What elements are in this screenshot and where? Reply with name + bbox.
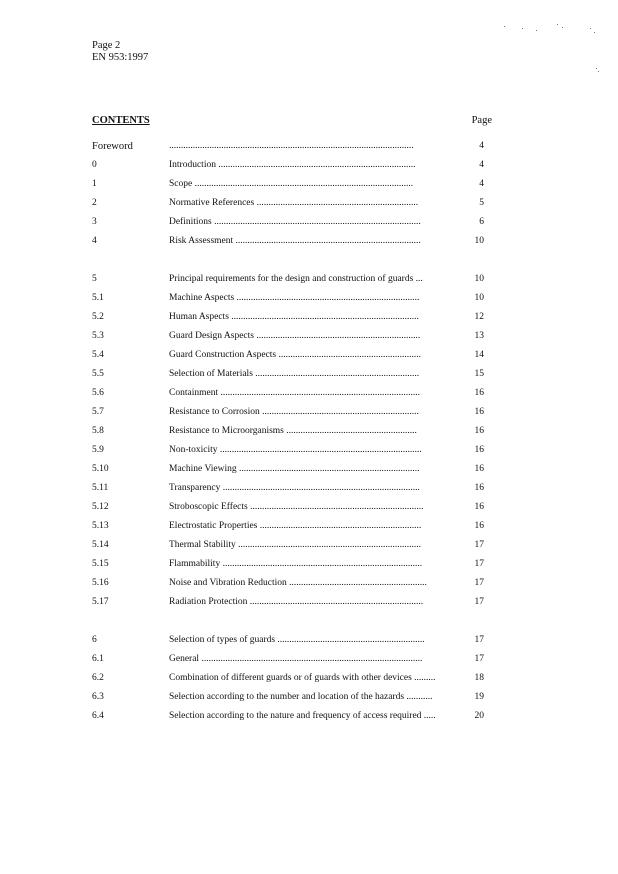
section-page: 4 — [479, 179, 484, 189]
standard-reference: EN 953:1997 — [92, 52, 149, 63]
section-page: 16 — [474, 407, 484, 417]
page-header — [92, 40, 148, 64]
toc-row — [92, 593, 492, 612]
section-number: 6.1 — [92, 654, 104, 664]
toc-row — [92, 498, 492, 517]
section-page: 16 — [474, 502, 484, 512]
scan-noise — [494, 18, 604, 78]
toc-row — [92, 688, 492, 707]
toc-row — [92, 137, 492, 156]
section-title: Scope ............................................................................................ — [169, 179, 414, 189]
section-page: 5 — [479, 198, 484, 208]
section-title: Human Aspects ............................................................................... — [169, 312, 419, 322]
section-number: 5.9 — [92, 445, 104, 455]
toc-row — [92, 384, 492, 403]
toc-row — [92, 327, 492, 346]
section-number: 5.17 — [92, 597, 109, 607]
section-page: 16 — [474, 464, 484, 474]
section-title: Combination of different guards or of guards with other devices ......... — [169, 673, 436, 683]
section-page: 19 — [474, 692, 484, 702]
section-page: 16 — [474, 521, 484, 531]
toc-row — [92, 517, 492, 536]
section-title: Selection according to the number and location of the hazards ........... — [169, 692, 433, 702]
section-title: Risk Assessment .............................................................................. — [169, 236, 421, 246]
toc-row — [92, 441, 492, 460]
section-number: 5.12 — [92, 502, 109, 512]
section-number: 5.2 — [92, 312, 104, 322]
toc-row — [92, 308, 492, 327]
section-spacer — [92, 251, 492, 270]
section-page: 16 — [474, 426, 484, 436]
toc-row — [92, 194, 492, 213]
section-title: Normative References .................................................................... — [169, 198, 419, 208]
section-number: 4 — [92, 236, 97, 246]
section-page: 17 — [474, 654, 484, 664]
section-title: Introduction ................................................................................... — [169, 160, 416, 170]
section-page: 16 — [474, 445, 484, 455]
section-number: 5.7 — [92, 407, 104, 417]
toc-row — [92, 707, 492, 726]
section-page: 16 — [474, 483, 484, 493]
toc-row — [92, 156, 492, 175]
section-title: Definitions ....................................................................................... — [169, 217, 421, 227]
section-page: 17 — [474, 635, 484, 645]
contents-title: CONTENTS — [92, 115, 150, 126]
toc-row — [92, 175, 492, 194]
section-page: 4 — [479, 141, 484, 151]
toc-row — [92, 460, 492, 479]
section-page: 15 — [474, 369, 484, 379]
section-number: 0 — [92, 160, 97, 170]
section-page: 18 — [474, 673, 484, 683]
section-title: Non-toxicity ..................................................................................... — [169, 445, 422, 455]
section-title: Electrostatic Properties .................................................................... — [169, 521, 422, 531]
section-page: 16 — [474, 388, 484, 398]
section-title: ....................................................................................................... — [169, 141, 414, 151]
section-number: 5.5 — [92, 369, 104, 379]
toc-row — [92, 346, 492, 365]
section-spacer — [92, 612, 492, 631]
section-number: 5.4 — [92, 350, 104, 360]
section-page: 12 — [474, 312, 484, 322]
section-title: Selection of Materials ..................................................................... — [169, 369, 420, 379]
section-title: General ............................................................................................. — [169, 654, 423, 664]
section-number: 6.4 — [92, 711, 104, 721]
section-number: 6.2 — [92, 673, 104, 683]
section-number: 5 — [92, 274, 97, 284]
contents-heading-row — [92, 115, 492, 126]
toc-row — [92, 669, 492, 688]
section-title: Resistance to Microorganisms ....................................................... — [169, 426, 417, 436]
toc-row — [92, 631, 492, 650]
section-title: Guard Design Aspects ..................................................................... — [169, 331, 421, 341]
section-page: 13 — [474, 331, 484, 341]
section-title: Machine Aspects ............................................................................. — [169, 293, 420, 303]
toc-row — [92, 403, 492, 422]
toc-row — [92, 289, 492, 308]
section-title: Principal requirements for the design and construction of guards ... — [169, 274, 423, 284]
section-number: 5.16 — [92, 578, 109, 588]
toc-row — [92, 422, 492, 441]
section-title: Selection according to the nature and frequency of access required ..... — [169, 711, 436, 721]
section-number: 5.13 — [92, 521, 109, 531]
section-page: 17 — [474, 540, 484, 550]
section-title: Resistance to Corrosion .................................................................. — [169, 407, 419, 417]
toc-row — [92, 574, 492, 593]
section-page: 20 — [474, 711, 484, 721]
section-title: Flammability .................................................................................... — [169, 559, 423, 569]
section-page: 6 — [479, 217, 484, 227]
toc-row — [92, 213, 492, 232]
section-title: Stroboscopic Effects ......................................................................... — [169, 502, 424, 512]
toc-row — [92, 555, 492, 574]
section-page: 17 — [474, 597, 484, 607]
section-number: 6 — [92, 635, 97, 645]
section-page: 17 — [474, 578, 484, 588]
section-number: 5.11 — [92, 483, 109, 493]
toc-row — [92, 232, 492, 251]
section-title: Transparency ................................................................................... — [169, 483, 420, 493]
section-number: 1 — [92, 179, 97, 189]
section-number: 5.8 — [92, 426, 104, 436]
section-title: Selection of types of guards .............................................................. — [169, 635, 425, 645]
section-page: 4 — [479, 160, 484, 170]
section-page: 10 — [474, 293, 484, 303]
section-number: 5.6 — [92, 388, 104, 398]
toc-row — [92, 650, 492, 669]
toc-row — [92, 479, 492, 498]
section-number: 6.3 — [92, 692, 104, 702]
toc-row — [92, 270, 492, 289]
toc-row — [92, 536, 492, 555]
section-number: 5.1 — [92, 293, 104, 303]
table-of-contents — [92, 137, 492, 726]
section-page: 10 — [474, 236, 484, 246]
section-title: Machine Viewing ............................................................................ — [169, 464, 420, 474]
section-number: 3 — [92, 217, 97, 227]
section-number: 5.3 — [92, 331, 104, 341]
section-page: 14 — [474, 350, 484, 360]
section-page: 17 — [474, 559, 484, 569]
section-number: 5.10 — [92, 464, 109, 474]
section-number: 5.15 — [92, 559, 109, 569]
section-number: 5.14 — [92, 540, 109, 550]
section-title: Containment .................................................................................... — [169, 388, 420, 398]
section-title: Radiation Protection ......................................................................... — [169, 597, 424, 607]
section-title: Guard Construction Aspects ............................................................ — [169, 350, 422, 360]
section-number: Foreword — [92, 141, 133, 152]
section-title: Noise and Vibration Reduction .......................................................... — [169, 578, 427, 588]
section-number: 2 — [92, 198, 97, 208]
toc-row — [92, 365, 492, 384]
page-column-heading: Page — [471, 115, 492, 126]
page-number: Page 2 — [92, 40, 121, 51]
section-page: 10 — [474, 274, 484, 284]
section-title: Thermal Stability ............................................................................. — [169, 540, 422, 550]
